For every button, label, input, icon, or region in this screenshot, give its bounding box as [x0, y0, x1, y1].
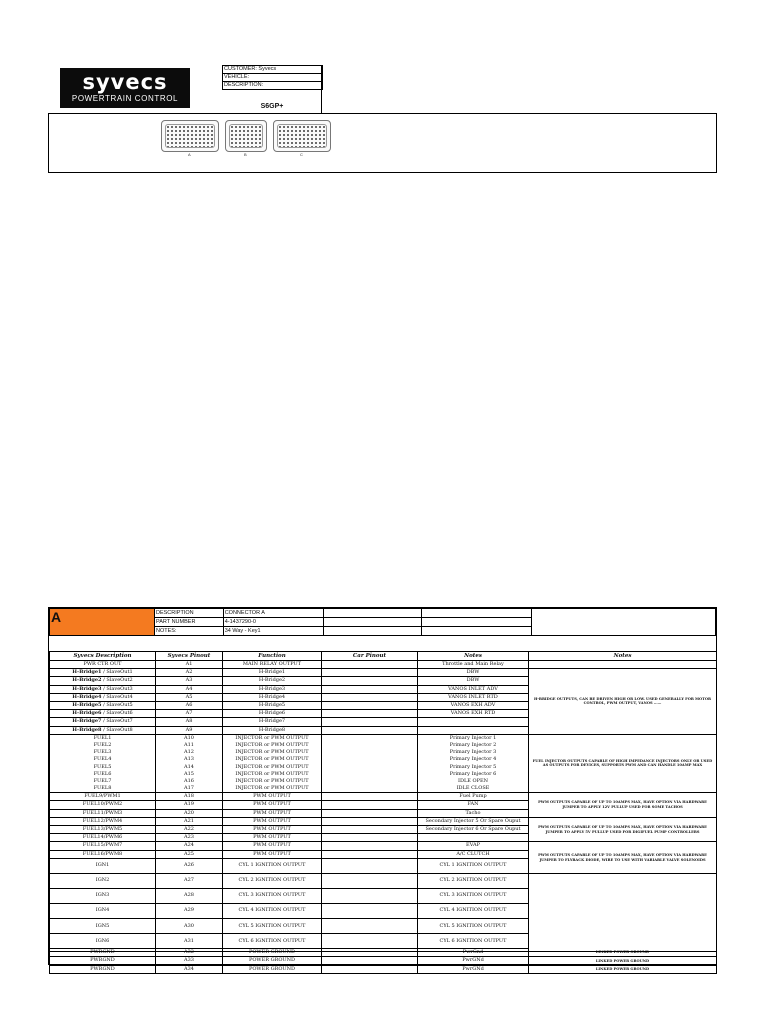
hbridge-name: H-Bridge6	[72, 710, 102, 717]
pinout-cell: A10	[156, 734, 223, 742]
column-header: Syvecs Pinout	[156, 652, 223, 661]
car-pinout-cell	[322, 834, 418, 842]
function-cell: PWM OUTPUT	[223, 801, 322, 809]
side-note-cell: PWM OUTPUTS CAPABLE OF UP TO 10AMPS MAX, HAVE OPTION VIA HARDWARE JUMPER TO APPLY 12V PULLUP USED FOR SOME TACHOS	[529, 793, 717, 818]
syvecs-description-cell: FUEL6	[50, 771, 156, 778]
function-cell: INJECTOR or PWM OUTPUT	[223, 734, 322, 742]
car-pinout-cell	[322, 677, 418, 685]
column-header: Car Pinout	[322, 652, 418, 661]
table-row	[50, 669, 717, 677]
car-pinout-cell	[322, 858, 418, 873]
notes-cell: CYL 1 IGNITION OUTPUT	[418, 858, 529, 873]
syvecs-description-cell	[50, 677, 156, 685]
table-row	[50, 817, 717, 825]
part-number-label: PART NUMBER	[155, 618, 224, 627]
car-pinout-cell	[322, 801, 418, 809]
function-cell: H-Bridge5	[223, 701, 322, 709]
notes-cell: PwrGNd	[418, 965, 529, 973]
function-cell: INJECTOR or PWM OUTPUT	[223, 742, 322, 749]
syvecs-description-cell: FUEL7	[50, 778, 156, 785]
pinout-table-body	[50, 661, 717, 974]
table-row	[50, 957, 717, 965]
notes-cell: Throttle and Main Relay	[418, 661, 529, 669]
pinout-cell: A16	[156, 778, 223, 785]
notes-cell: CYL 2 IGNITION OUTPUT	[418, 873, 529, 888]
pinout-cell: A3	[156, 677, 223, 685]
pinout-cell: A34	[156, 965, 223, 973]
function-cell: H-Bridge1	[223, 669, 322, 677]
function-cell: PWM OUTPUT	[223, 850, 322, 858]
syvecs-description-cell: FUEL15/PWM7	[50, 842, 156, 850]
pinout-cell: A8	[156, 718, 223, 726]
column-header: Function	[223, 652, 322, 661]
notes-cell: Secondary Injector 5 Or Spare Ouput	[418, 817, 529, 825]
pinout-cell: A18	[156, 793, 223, 801]
side-note-cell: H-BRIDGE OUTPUTS, CAN BE DRIVEN HIGH OR LOW. USED GENERALLY FOR MOTOR CONTROL, PWM OUTPUT, VANOS ......	[529, 669, 717, 735]
notes-cell: Primary Injector 3	[418, 749, 529, 756]
syvecs-description-cell: FUEL13/PWM5	[50, 825, 156, 833]
car-pinout-cell	[322, 661, 418, 669]
side-note-cell: LINKED POWER GROUND	[529, 957, 717, 965]
notes-cell	[418, 718, 529, 726]
slave-out-name: / SlaveOut1	[101, 669, 133, 676]
logo-tagline: POWERTRAIN CONTROL	[71, 94, 179, 103]
pinout-cell: A24	[156, 842, 223, 850]
car-pinout-cell	[322, 693, 418, 701]
function-cell: POWER GROUND	[223, 965, 322, 973]
notes-cell: CYL 3 IGNITION OUTPUT	[418, 888, 529, 903]
car-pinout-cell	[322, 785, 418, 793]
part-number-value: 4-1437290-0	[223, 618, 323, 627]
notes-cell: VANOS INLET ADV	[418, 685, 529, 693]
pinout-cell: A28	[156, 888, 223, 903]
pinout-cell: A1	[156, 661, 223, 669]
hbridge-name: H-Bridge3	[72, 685, 102, 692]
function-cell: CYL 6 IGNITION OUTPUT	[223, 934, 322, 949]
car-pinout-cell	[322, 685, 418, 693]
pinout-cell: A17	[156, 785, 223, 793]
slave-out-name: / SlaveOut8	[101, 726, 133, 733]
table-row	[50, 888, 717, 903]
syvecs-description-cell: IGN1	[50, 858, 156, 873]
side-note-cell: LINKED POWER GROUND	[529, 965, 717, 973]
connector-diagram-panel	[48, 113, 717, 173]
side-note-cell	[529, 661, 717, 669]
function-cell: PWM OUTPUT	[223, 834, 322, 842]
syvecs-description-cell	[50, 693, 156, 701]
table-row	[50, 919, 717, 934]
function-cell: H-Bridge8	[223, 726, 322, 734]
side-note-cell: PWM OUTPUTS CAPABLE OF UP TO 10AMPS MAX, HAVE OPTION VIA HARDWARE JUMPER TO APPLY 5V PULLUP USED FOR DIGIFUEL PUMP CONTROLLERS	[529, 817, 717, 842]
function-cell: H-Bridge2	[223, 677, 322, 685]
pinout-cell: A32	[156, 949, 223, 957]
function-cell: H-Bridge6	[223, 710, 322, 718]
side-note-cell: PWM OUTPUTS CAPABLE OF UP TO 10AMPS MAX, HAVE OPTION VIA HARDWARE JUMPER TO FLYBACK DIODE, WIRE TO USE WITH VARIABLE VALVE SOLENOIDS	[529, 842, 717, 873]
syvecs-description-cell: FUEL11/PWM3	[50, 809, 156, 817]
car-pinout-cell	[322, 817, 418, 825]
car-pinout-cell	[322, 825, 418, 833]
pinout-cell: A12	[156, 749, 223, 756]
slave-out-name: / SlaveOut2	[101, 677, 133, 684]
column-header: Syvecs Description	[50, 652, 156, 661]
function-cell: CYL 5 IGNITION OUTPUT	[223, 919, 322, 934]
pinout-cell: A25	[156, 850, 223, 858]
syvecs-logo	[60, 68, 190, 108]
connector-header-table	[49, 608, 716, 636]
slave-out-name: / SlaveOut3	[101, 685, 133, 692]
car-pinout-cell	[322, 850, 418, 858]
notes-cell: Secondary Injector 6 Or Spare Ouput	[418, 825, 529, 833]
blank-cell	[422, 618, 532, 627]
connector-b-image	[225, 120, 267, 152]
notes-cell: CYL 6 IGNITION OUTPUT	[418, 934, 529, 949]
pinout-cell: A23	[156, 834, 223, 842]
syvecs-description-cell: FUEL8	[50, 785, 156, 793]
vehicle-field: VEHICLE:	[223, 74, 322, 82]
syvecs-description-cell	[50, 726, 156, 734]
notes-cell: CYL 5 IGNITION OUTPUT	[418, 919, 529, 934]
pinout-table	[49, 651, 717, 974]
connector-c-label: C	[300, 152, 303, 157]
hbridge-name: H-Bridge5	[72, 702, 102, 709]
slave-out-name: / SlaveOut4	[101, 693, 133, 700]
table-row	[50, 734, 717, 742]
car-pinout-cell	[322, 919, 418, 934]
pinout-cell: A27	[156, 873, 223, 888]
function-cell: MAIN RELAY OUTPUT	[223, 661, 322, 669]
car-pinout-cell	[322, 726, 418, 734]
blank-cell	[324, 618, 422, 627]
notes-cell: FAN	[418, 801, 529, 809]
column-header: Notes	[418, 652, 529, 661]
blank-cell	[422, 609, 532, 618]
car-pinout-cell	[322, 934, 418, 949]
pinout-cell: A9	[156, 726, 223, 734]
car-pinout-cell	[322, 771, 418, 778]
function-cell: INJECTOR or PWM OUTPUT	[223, 785, 322, 793]
car-pinout-cell	[322, 778, 418, 785]
hbridge-name: H-Bridge8	[72, 726, 102, 733]
syvecs-description-cell	[50, 685, 156, 693]
hbridge-name: H-Bridge4	[72, 693, 102, 700]
car-pinout-cell	[322, 957, 418, 965]
table-footer-line	[49, 951, 716, 952]
function-cell: POWER GROUND	[223, 957, 322, 965]
blank-cell	[422, 627, 532, 636]
hbridge-name: H-Bridge1	[72, 669, 102, 676]
notes-cell: Fuel Pump	[418, 793, 529, 801]
table-row	[50, 873, 717, 888]
side-note-cell: LINKED POWER GROUND	[529, 949, 717, 957]
syvecs-description-cell: FUEL9/PWM1	[50, 793, 156, 801]
connector-a-image	[161, 120, 219, 152]
syvecs-description-cell: FUEL12/PWM4	[50, 817, 156, 825]
table-row	[50, 842, 717, 850]
function-cell: PWM OUTPUT	[223, 825, 322, 833]
notes-cell: Primary Injector 5	[418, 763, 529, 770]
notes-cell: EVAP	[418, 842, 529, 850]
pinout-cell: A2	[156, 669, 223, 677]
car-pinout-cell	[322, 669, 418, 677]
notes-cell: Primary Injector 2	[418, 742, 529, 749]
function-cell: PWM OUTPUT	[223, 842, 322, 850]
syvecs-description-cell: FUEL1	[50, 734, 156, 742]
car-pinout-cell	[322, 763, 418, 770]
pinout-cell: A15	[156, 771, 223, 778]
function-cell: POWER GROUND	[223, 949, 322, 957]
column-header: Notes	[529, 652, 717, 661]
pinout-cell: A14	[156, 763, 223, 770]
customer-field: CUSTOMER: Syvecs	[223, 66, 322, 74]
car-pinout-cell	[322, 842, 418, 850]
syvecs-description-cell: IGN2	[50, 873, 156, 888]
pinout-cell: A22	[156, 825, 223, 833]
pinout-cell: A11	[156, 742, 223, 749]
function-cell: PWM OUTPUT	[223, 817, 322, 825]
slave-out-name: / SlaveOut7	[101, 718, 133, 725]
function-cell: PWM OUTPUT	[223, 793, 322, 801]
syvecs-description-cell: FUEL3	[50, 749, 156, 756]
car-pinout-cell	[322, 701, 418, 709]
table-row	[50, 903, 717, 918]
notes-cell: A/C CLUTCH	[418, 850, 529, 858]
function-cell: H-Bridge4	[223, 693, 322, 701]
notes-cell: VANOS INLET RTD	[418, 693, 529, 701]
function-cell: INJECTOR or PWM OUTPUT	[223, 763, 322, 770]
pinout-cell: A21	[156, 817, 223, 825]
function-cell: CYL 3 IGNITION OUTPUT	[223, 888, 322, 903]
description-value: CONNECTOR A	[223, 609, 323, 618]
ecu-model: S6GP+	[260, 103, 284, 110]
car-pinout-cell	[322, 949, 418, 957]
function-cell: INJECTOR or PWM OUTPUT	[223, 778, 322, 785]
pinout-cell: A4	[156, 685, 223, 693]
description-label: DESCRIPTION	[155, 609, 224, 618]
notes-label: NOTES:	[155, 627, 224, 636]
pinout-cell: A7	[156, 710, 223, 718]
car-pinout-cell	[322, 793, 418, 801]
car-pinout-cell	[322, 873, 418, 888]
pinout-cell: A30	[156, 919, 223, 934]
notes-cell: IDLE CLOSE	[418, 785, 529, 793]
table-row	[50, 965, 717, 973]
connector-a-label: A	[188, 152, 191, 157]
side-note-cell: FUEL INJECTOR OUTPUTS CAPABLE OF HIGH IMPEDANCE INJECTORS ONLY OR USED AS OUTPUTS FOR DEVICES, SUPPORTS PWM AND CAN HANDLE 10AMP MAX	[529, 734, 717, 793]
car-pinout-cell	[322, 718, 418, 726]
pinout-cell: A31	[156, 934, 223, 949]
hbridge-name: H-Bridge2	[72, 677, 102, 684]
syvecs-description-cell: FUEL2	[50, 742, 156, 749]
car-pinout-cell	[322, 749, 418, 756]
car-pinout-cell	[322, 903, 418, 918]
pinout-cell: A13	[156, 756, 223, 763]
blank-cell	[531, 609, 715, 636]
customer-info-box	[222, 65, 323, 90]
syvecs-description-cell: PWRGND	[50, 949, 156, 957]
notes-cell: Tacho	[418, 809, 529, 817]
function-cell: CYL 2 IGNITION OUTPUT	[223, 873, 322, 888]
description-field: DESCRIPTION:	[223, 82, 322, 90]
syvecs-description-cell: IGN5	[50, 919, 156, 934]
syvecs-description-cell: PWR CTR OUT	[50, 661, 156, 669]
connector-tag: A	[50, 609, 155, 636]
pinout-cell: A29	[156, 903, 223, 918]
syvecs-description-cell: IGN6	[50, 934, 156, 949]
syvecs-description-cell	[50, 710, 156, 718]
function-cell: CYL 1 IGNITION OUTPUT	[223, 858, 322, 873]
table-row	[50, 949, 717, 957]
notes-value: 34 Way - Key1	[223, 627, 323, 636]
syvecs-description-cell: FUEL16/PWM8	[50, 850, 156, 858]
function-cell: INJECTOR or PWM OUTPUT	[223, 771, 322, 778]
syvecs-description-cell: IGN3	[50, 888, 156, 903]
notes-cell: PwrGNd	[418, 957, 529, 965]
syvecs-description-cell	[50, 701, 156, 709]
notes-cell: Primary Injector 6	[418, 771, 529, 778]
notes-cell: DBW	[418, 677, 529, 685]
car-pinout-cell	[322, 965, 418, 973]
car-pinout-cell	[322, 809, 418, 817]
pinout-cell: A26	[156, 858, 223, 873]
pinout-cell: A20	[156, 809, 223, 817]
function-cell: H-Bridge3	[223, 685, 322, 693]
syvecs-description-cell	[50, 718, 156, 726]
connector-b-label: B	[244, 152, 247, 157]
syvecs-description-cell: FUEL4	[50, 756, 156, 763]
function-cell: CYL 4 IGNITION OUTPUT	[223, 903, 322, 918]
notes-cell: Primary Injector 4	[418, 756, 529, 763]
notes-cell	[418, 726, 529, 734]
car-pinout-cell	[322, 734, 418, 742]
table-row	[50, 793, 717, 801]
notes-cell	[418, 834, 529, 842]
table-header-row	[50, 652, 717, 661]
pinout-cell: A33	[156, 957, 223, 965]
connector-a-sheet	[48, 607, 717, 972]
syvecs-description-cell: PWRGND	[50, 965, 156, 973]
notes-cell: DBW	[418, 669, 529, 677]
function-cell: H-Bridge7	[223, 718, 322, 726]
notes-cell: PwrGnd	[418, 949, 529, 957]
syvecs-description-cell	[50, 669, 156, 677]
car-pinout-cell	[322, 756, 418, 763]
table-row	[50, 934, 717, 949]
blank-cell	[324, 609, 422, 618]
pinout-cell: A6	[156, 701, 223, 709]
syvecs-description-cell: IGN4	[50, 903, 156, 918]
connector-c-image	[273, 120, 331, 152]
slave-out-name: / SlaveOut5	[101, 702, 133, 709]
pinout-cell: A5	[156, 693, 223, 701]
notes-cell: Primary Injector 1	[418, 734, 529, 742]
notes-cell: VANOS EXH RTD	[418, 710, 529, 718]
function-cell: PWM OUTPUT	[223, 809, 322, 817]
blank-cell	[324, 627, 422, 636]
notes-cell: IDLE OPEN	[418, 778, 529, 785]
notes-cell: CYL 4 IGNITION OUTPUT	[418, 903, 529, 918]
car-pinout-cell	[322, 888, 418, 903]
function-cell: INJECTOR or PWM OUTPUT	[223, 749, 322, 756]
syvecs-description-cell: FUEL5	[50, 763, 156, 770]
slave-out-name: / SlaveOut6	[101, 710, 133, 717]
syvecs-description-cell: FUEL14/PWM6	[50, 834, 156, 842]
car-pinout-cell	[322, 710, 418, 718]
syvecs-description-cell: PWRGND	[50, 957, 156, 965]
syvecs-description-cell: FUEL10/PWM2	[50, 801, 156, 809]
logo-wordmark: syvecs	[82, 70, 168, 94]
car-pinout-cell	[322, 742, 418, 749]
hbridge-name: H-Bridge7	[72, 718, 102, 725]
table-row	[50, 661, 717, 669]
pinout-cell: A19	[156, 801, 223, 809]
function-cell: INJECTOR or PWM OUTPUT	[223, 756, 322, 763]
notes-cell: VANOS EXH ADV	[418, 701, 529, 709]
